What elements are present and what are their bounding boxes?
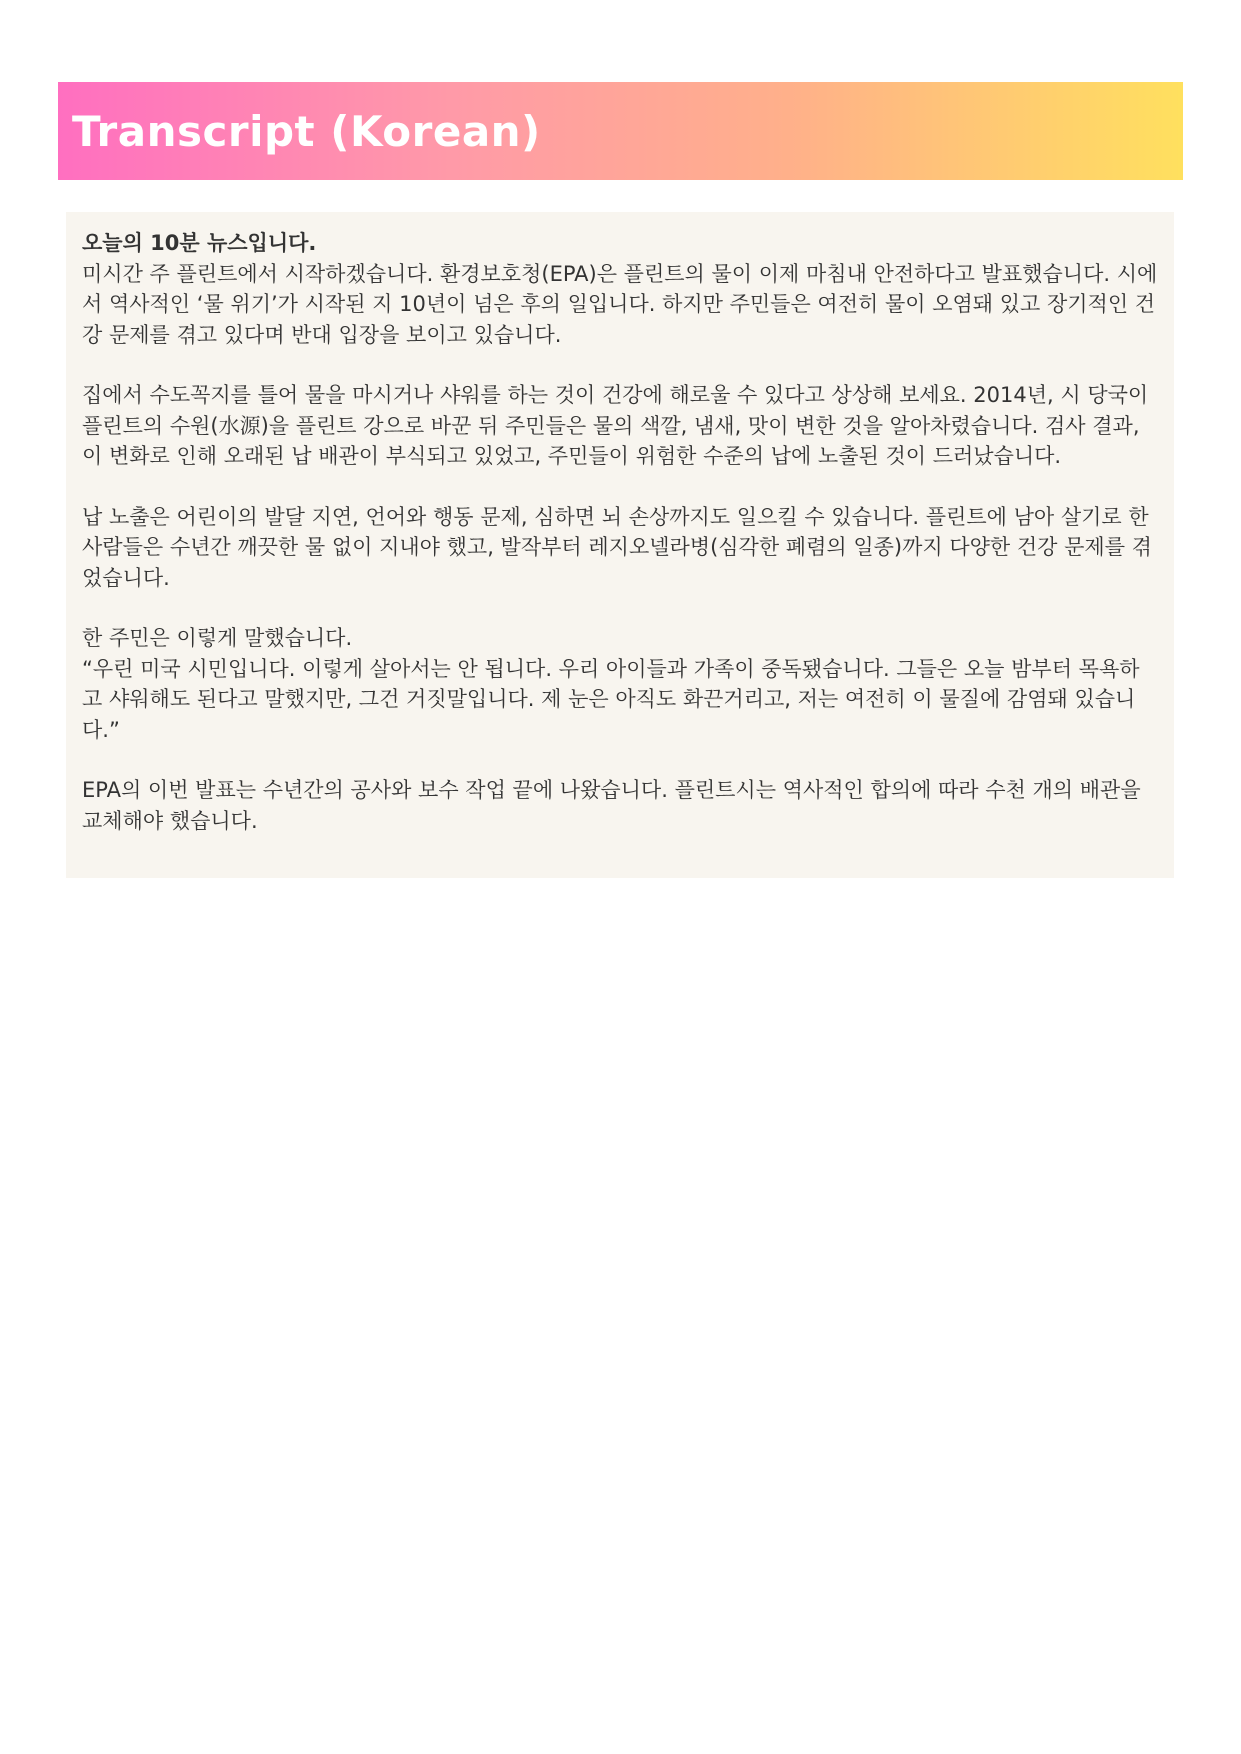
paragraph-3-text: 납 노출은 어린이의 발달 지연, 언어와 행동 문제, 심하면 뇌 손상까지도 일으킬 수 있습니다. 플린트에 남아 살기로 한 사람들은 수년간 깨끗한 물 없이 지내야 했고, 발작부터 레지오넬라병(심각한 폐렴의 일종)까지 다양한 건강 문제를 겪었습니다. — [82, 504, 1152, 590]
paragraph-5-text: EPA의 이번 발표는 수년간의 공사와 보수 작업 끝에 나왔습니다. 플린트시는 역사적인 합의에 따라 수천 개의 배관을 교체해야 했습니다. — [82, 778, 1141, 833]
paragraph-5 — [82, 775, 1158, 836]
transcript-body — [66, 212, 1174, 878]
title-banner — [58, 82, 1183, 180]
document-title: Transcript (Korean) — [72, 106, 541, 156]
paragraph-4-lead: 한 주민은 이렇게 말했습니다. — [82, 626, 353, 650]
paragraph-1-lead: 오늘의 10분 뉴스입니다. — [82, 231, 317, 255]
paragraph-2 — [82, 380, 1158, 472]
paragraph-4 — [82, 623, 1158, 745]
paragraph-2-text: 집에서 수도꼭지를 틀어 물을 마시거나 샤워를 하는 것이 건강에 해로울 수 있다고 상상해 보세요. 2014년, 시 당국이 플린트의 수원(水源)을 플린트 강으로 바꾼 뒤 주민들은 물의 색깔, 냄새, 맛이 변한 것을 알아차렸습니다. 검사 결과, 이 변화로 인해 오래된 납 배관이 부식되고 있었고, 주민들이 위험한 수준의 납에 노출된 것이 드러났습니다. — [82, 383, 1149, 468]
paragraph-3 — [82, 502, 1158, 594]
paragraph-1-text: 미시간 주 플린트에서 시작하겠습니다. 환경보호청(EPA)은 플린트의 물이 이제 마침내 안전하다고 발표했습니다. 시에서 역사적인 ‘물 위기’가 시작된 지 10년이 넘은 후의 일입니다. 하지만 주민들은 여전히 물이 오염돼 있고 장기적인 건강 문제를 겪고 있다며 반대 입장을 보이고 있습니다. — [82, 261, 1158, 347]
paragraph-1 — [82, 228, 1158, 350]
paragraph-4-quote: “우린 미국 시민입니다. 이렇게 살아서는 안 됩니다. 우리 아이들과 가족이 중독됐습니다. 그들은 오늘 밤부터 목욕하고 샤워해도 된다고 말했지만, 그건 거짓말입니다. 제 눈은 아직도 화끈거리고, 저는 여전히 이 물질에 감염돼 있습니다.” — [82, 656, 1140, 742]
